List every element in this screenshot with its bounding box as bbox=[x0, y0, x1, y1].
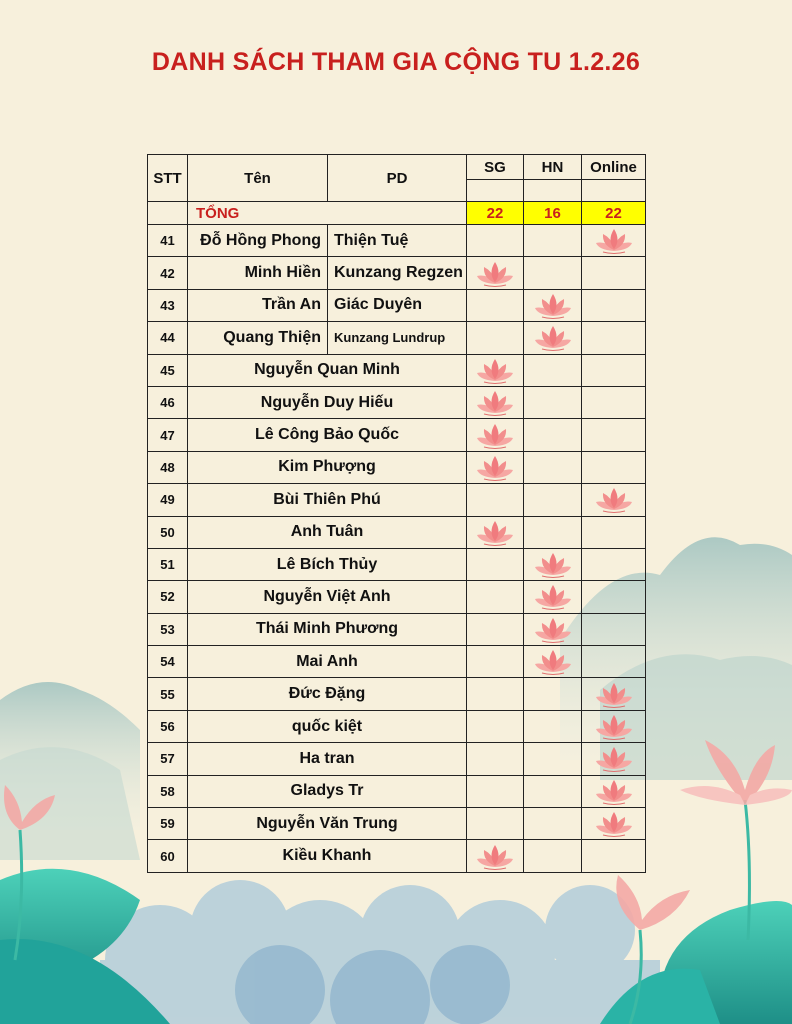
lotus-icon bbox=[534, 551, 572, 579]
row-name: Quang Thiện bbox=[188, 322, 328, 354]
row-name: Đỗ Hồng Phong bbox=[188, 225, 328, 257]
row-online-cell bbox=[582, 322, 646, 354]
table-row bbox=[148, 354, 646, 386]
lotus-icon bbox=[595, 486, 633, 514]
table-row bbox=[148, 808, 646, 840]
row-name: Kim Phượng bbox=[188, 451, 467, 483]
row-hn-cell bbox=[524, 743, 582, 775]
row-sg-cell bbox=[467, 484, 524, 516]
header-pd: PD bbox=[328, 155, 467, 202]
row-stt: 47 bbox=[148, 419, 188, 451]
row-stt: 52 bbox=[148, 581, 188, 613]
row-online-cell bbox=[582, 581, 646, 613]
lotus-icon bbox=[595, 681, 633, 709]
row-name: Minh Hiền bbox=[188, 257, 328, 289]
row-name: Nguyễn Việt Anh bbox=[188, 581, 467, 613]
table-row bbox=[148, 646, 646, 678]
total-sg: 22 bbox=[467, 202, 524, 225]
row-hn-cell bbox=[524, 225, 582, 257]
row-sg-cell bbox=[467, 516, 524, 548]
row-sg-cell bbox=[467, 451, 524, 483]
row-stt: 48 bbox=[148, 451, 188, 483]
table-row bbox=[148, 386, 646, 418]
table-row bbox=[148, 775, 646, 807]
row-sg-cell bbox=[467, 386, 524, 418]
header-sg: SG bbox=[467, 155, 524, 180]
row-hn-cell bbox=[524, 710, 582, 742]
lotus-icon bbox=[534, 292, 572, 320]
row-sg-cell bbox=[467, 710, 524, 742]
total-hn: 16 bbox=[524, 202, 582, 225]
header-stt: STT bbox=[148, 155, 188, 202]
lotus-icon bbox=[534, 648, 572, 676]
row-online-cell bbox=[582, 808, 646, 840]
row-sg-cell bbox=[467, 354, 524, 386]
row-name: Kiều Khanh bbox=[188, 840, 467, 872]
row-sg-cell bbox=[467, 419, 524, 451]
row-online-cell bbox=[582, 646, 646, 678]
header-online-sub bbox=[582, 180, 646, 202]
table-row bbox=[148, 257, 646, 289]
row-online-cell bbox=[582, 775, 646, 807]
row-stt: 45 bbox=[148, 354, 188, 386]
header-ten: Tên bbox=[188, 155, 328, 202]
row-stt: 49 bbox=[148, 484, 188, 516]
row-stt: 60 bbox=[148, 840, 188, 872]
row-name: Đức Đặng bbox=[188, 678, 467, 710]
row-stt: 41 bbox=[148, 225, 188, 257]
row-name: Lê Công Bảo Quốc bbox=[188, 419, 467, 451]
row-stt: 59 bbox=[148, 808, 188, 840]
row-name: Lê Bích Thủy bbox=[188, 548, 467, 580]
row-online-cell bbox=[582, 386, 646, 418]
row-online-cell bbox=[582, 225, 646, 257]
header-sg-sub bbox=[467, 180, 524, 202]
table-row bbox=[148, 289, 646, 321]
header-hn: HN bbox=[524, 155, 582, 180]
row-name: Nguyễn Quan Minh bbox=[188, 354, 467, 386]
row-hn-cell bbox=[524, 840, 582, 872]
row-name: Anh Tuân bbox=[188, 516, 467, 548]
lotus-icon bbox=[595, 810, 633, 838]
row-sg-cell bbox=[467, 743, 524, 775]
table-row bbox=[148, 840, 646, 872]
row-hn-cell bbox=[524, 613, 582, 645]
row-stt: 46 bbox=[148, 386, 188, 418]
table-row bbox=[148, 225, 646, 257]
lotus-icon bbox=[476, 454, 514, 482]
row-pd: Kunzang Lundrup bbox=[328, 322, 467, 354]
lotus-icon bbox=[476, 843, 514, 871]
row-stt: 54 bbox=[148, 646, 188, 678]
header-hn-sub bbox=[524, 180, 582, 202]
row-hn-cell bbox=[524, 775, 582, 807]
row-name: Thái Minh Phương bbox=[188, 613, 467, 645]
row-stt: 55 bbox=[148, 678, 188, 710]
row-name: Mai Anh bbox=[188, 646, 467, 678]
row-hn-cell bbox=[524, 386, 582, 418]
row-stt: 42 bbox=[148, 257, 188, 289]
attendance-table bbox=[147, 154, 646, 873]
table-row bbox=[148, 678, 646, 710]
row-hn-cell bbox=[524, 581, 582, 613]
table-row bbox=[148, 516, 646, 548]
row-online-cell bbox=[582, 257, 646, 289]
row-sg-cell bbox=[467, 646, 524, 678]
table-row bbox=[148, 743, 646, 775]
lotus-icon bbox=[476, 260, 514, 288]
row-stt: 58 bbox=[148, 775, 188, 807]
row-sg-cell bbox=[467, 257, 524, 289]
row-hn-cell bbox=[524, 678, 582, 710]
row-hn-cell bbox=[524, 484, 582, 516]
row-pd: Thiện Tuệ bbox=[328, 225, 467, 257]
row-name: quốc kiệt bbox=[188, 710, 467, 742]
table-row bbox=[148, 581, 646, 613]
header-online: Online bbox=[582, 155, 646, 180]
table-row bbox=[148, 322, 646, 354]
lotus-icon bbox=[476, 519, 514, 547]
row-name: Gladys Tr bbox=[188, 775, 467, 807]
row-stt: 43 bbox=[148, 289, 188, 321]
row-hn-cell bbox=[524, 419, 582, 451]
row-sg-cell bbox=[467, 613, 524, 645]
lotus-icon bbox=[476, 422, 514, 450]
row-sg-cell bbox=[467, 840, 524, 872]
row-online-cell bbox=[582, 516, 646, 548]
row-online-cell bbox=[582, 678, 646, 710]
row-sg-cell bbox=[467, 289, 524, 321]
row-stt: 44 bbox=[148, 322, 188, 354]
table-row bbox=[148, 548, 646, 580]
row-name: Ha tran bbox=[188, 743, 467, 775]
row-online-cell bbox=[582, 451, 646, 483]
row-hn-cell bbox=[524, 257, 582, 289]
row-sg-cell bbox=[467, 322, 524, 354]
row-hn-cell bbox=[524, 322, 582, 354]
row-stt: 57 bbox=[148, 743, 188, 775]
lotus-icon bbox=[534, 583, 572, 611]
lotus-icon bbox=[595, 745, 633, 773]
row-name: Trần An bbox=[188, 289, 328, 321]
table-row bbox=[148, 710, 646, 742]
row-hn-cell bbox=[524, 646, 582, 678]
lotus-icon bbox=[595, 227, 633, 255]
row-online-cell bbox=[582, 354, 646, 386]
row-stt: 51 bbox=[148, 548, 188, 580]
row-hn-cell bbox=[524, 289, 582, 321]
row-sg-cell bbox=[467, 808, 524, 840]
row-name: Nguyễn Văn Trung bbox=[188, 808, 467, 840]
row-hn-cell bbox=[524, 808, 582, 840]
row-sg-cell bbox=[467, 775, 524, 807]
row-hn-cell bbox=[524, 516, 582, 548]
row-sg-cell bbox=[467, 678, 524, 710]
table-row bbox=[148, 613, 646, 645]
row-hn-cell bbox=[524, 548, 582, 580]
row-online-cell bbox=[582, 289, 646, 321]
row-online-cell bbox=[582, 484, 646, 516]
row-pd: Kunzang Regzen bbox=[328, 257, 467, 289]
row-online-cell bbox=[582, 548, 646, 580]
table-row bbox=[148, 484, 646, 516]
lotus-icon bbox=[476, 357, 514, 385]
row-pd: Giác Duyên bbox=[328, 289, 467, 321]
lotus-icon bbox=[534, 616, 572, 644]
row-sg-cell bbox=[467, 581, 524, 613]
row-online-cell bbox=[582, 840, 646, 872]
row-hn-cell bbox=[524, 354, 582, 386]
page-title: DANH SÁCH THAM GIA CỘNG TU 1.2.26 bbox=[151, 48, 641, 76]
total-online: 22 bbox=[582, 202, 646, 225]
totals-label: TỔNG bbox=[188, 202, 467, 225]
totals-row bbox=[148, 202, 646, 225]
totals-stt bbox=[148, 202, 188, 225]
row-sg-cell bbox=[467, 548, 524, 580]
lotus-icon bbox=[476, 389, 514, 417]
row-online-cell bbox=[582, 710, 646, 742]
lotus-icon bbox=[595, 778, 633, 806]
row-hn-cell bbox=[524, 451, 582, 483]
row-name: Nguyễn Duy Hiếu bbox=[188, 386, 467, 418]
row-name: Bùi Thiên Phú bbox=[188, 484, 467, 516]
row-online-cell bbox=[582, 613, 646, 645]
row-stt: 56 bbox=[148, 710, 188, 742]
row-stt: 53 bbox=[148, 613, 188, 645]
table-row bbox=[148, 419, 646, 451]
row-online-cell bbox=[582, 743, 646, 775]
lotus-icon bbox=[534, 324, 572, 352]
lotus-icon bbox=[595, 713, 633, 741]
row-stt: 50 bbox=[148, 516, 188, 548]
row-sg-cell bbox=[467, 225, 524, 257]
table-row bbox=[148, 451, 646, 483]
row-online-cell bbox=[582, 419, 646, 451]
